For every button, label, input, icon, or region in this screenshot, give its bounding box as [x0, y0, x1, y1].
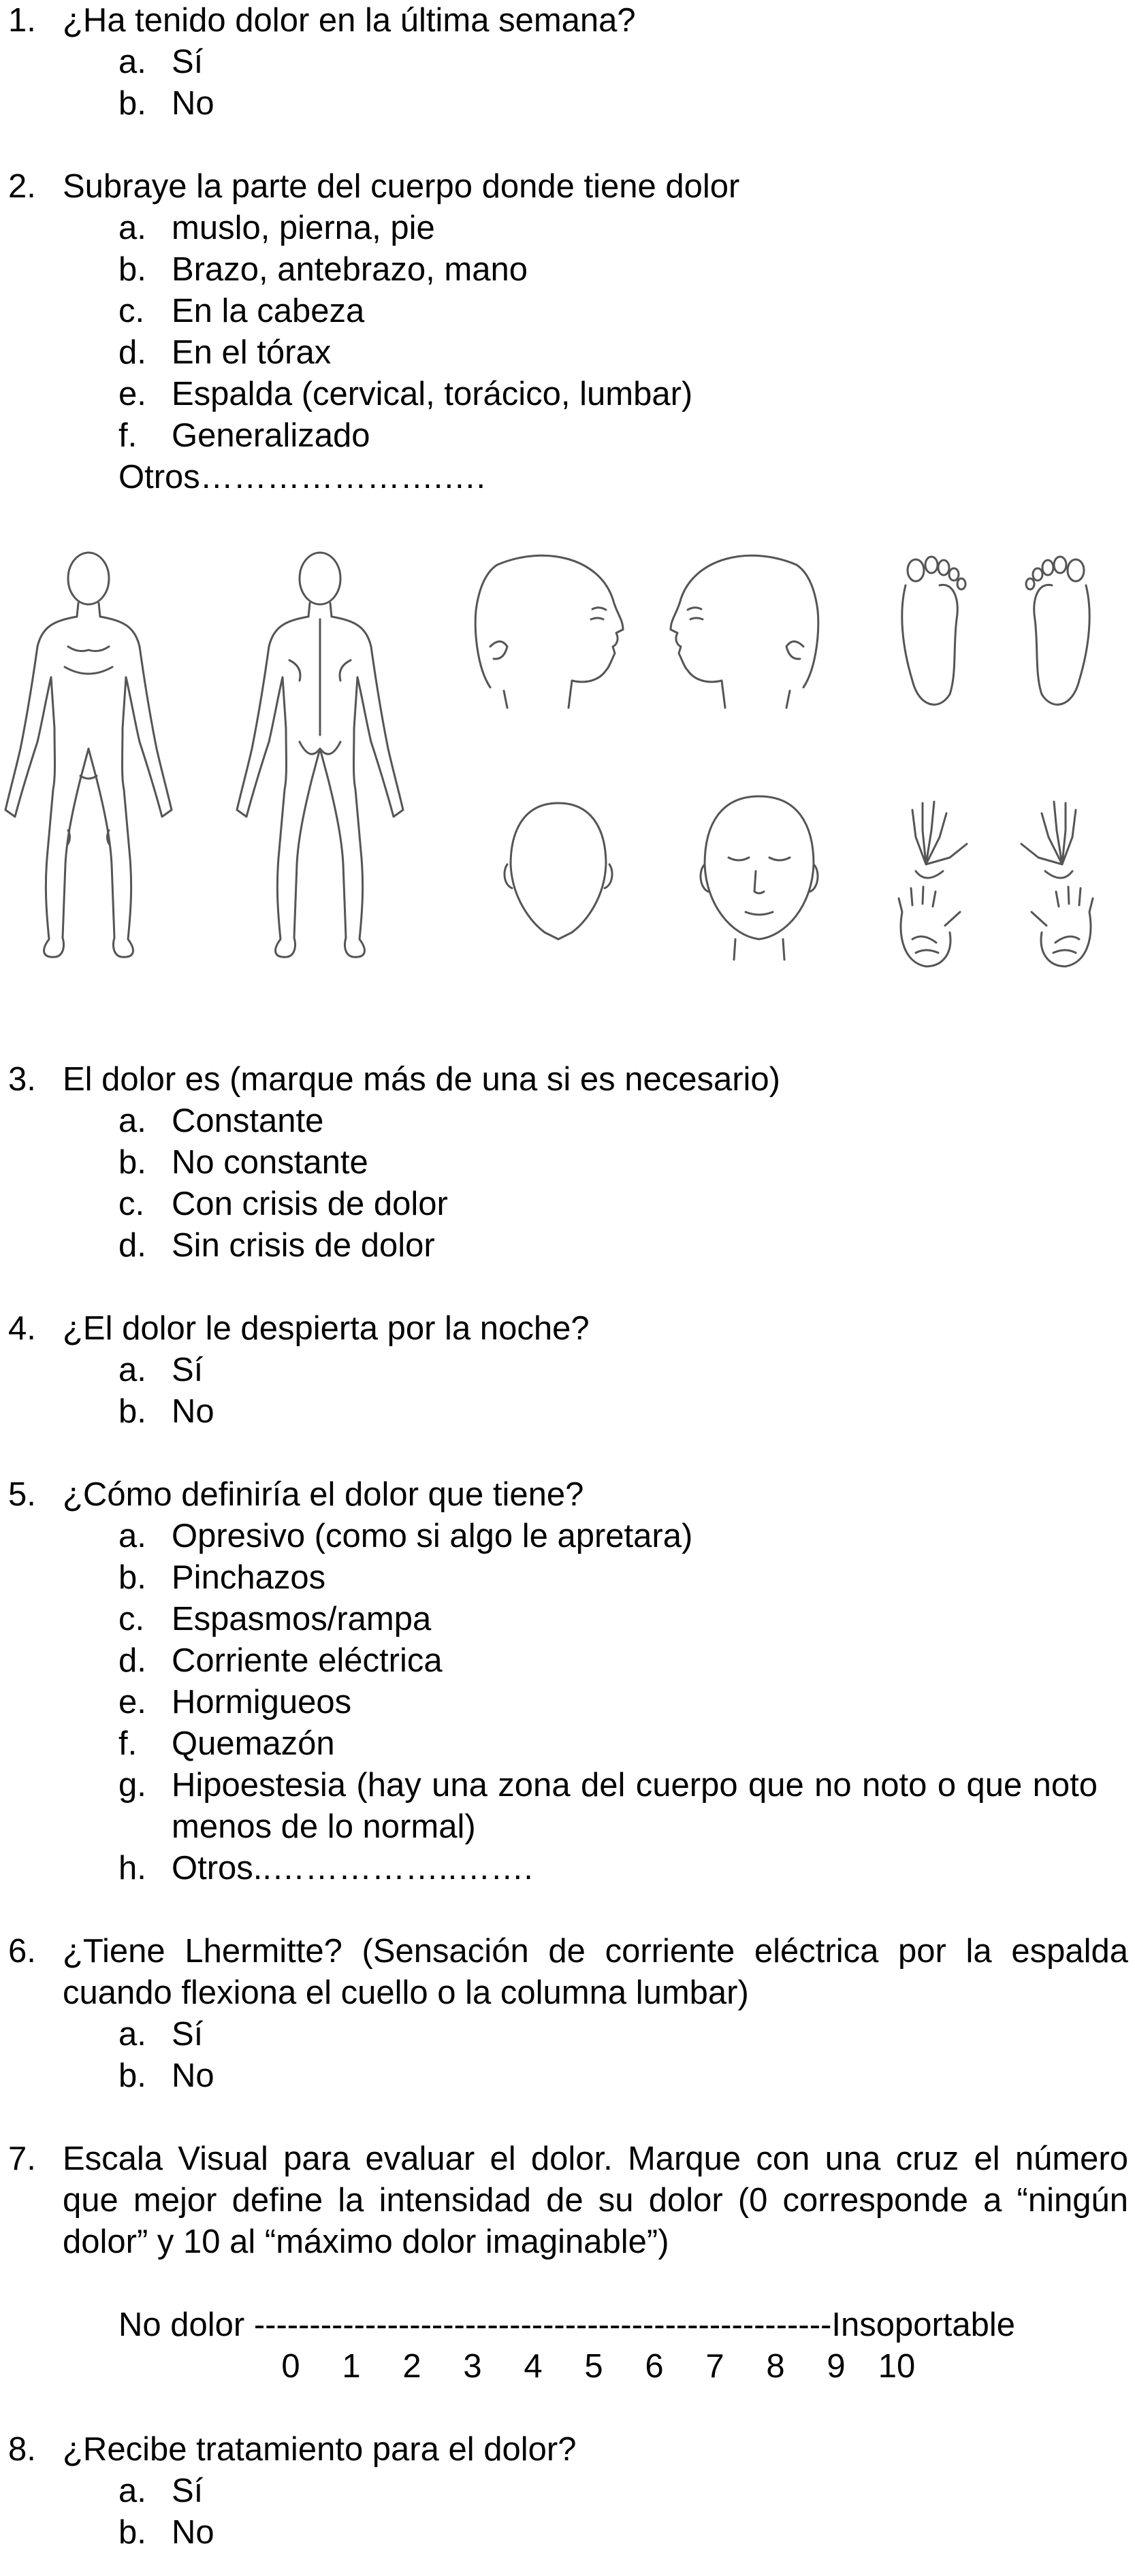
pain-scale-numbers[interactable] [0, 2346, 1135, 2387]
question-number: 4. [8, 1310, 36, 1347]
option-1a[interactable] [0, 42, 1135, 83]
option-label: b. [118, 85, 146, 122]
option-label: a. [118, 1352, 146, 1388]
option-3c[interactable] [0, 1184, 1135, 1225]
option-5c[interactable] [0, 1599, 1135, 1640]
hands-back[interactable] [912, 802, 1076, 878]
option-label: d. [118, 1642, 146, 1679]
option-5d[interactable] [0, 1640, 1135, 1682]
option-text: No [172, 2514, 214, 2551]
option-label: a. [118, 2473, 146, 2509]
option-label: a. [118, 1103, 146, 1139]
option-label: b. [118, 1393, 146, 1430]
option-text: muslo, pierna, pie [172, 210, 435, 246]
body-map-illustration[interactable] [0, 544, 1135, 980]
option-text: Hipoestesia (hay una zona del cuerpo que no noto o que noto menos de lo normal) [172, 1767, 1098, 1845]
option-label: d. [118, 1227, 146, 1264]
option-text: Brazo, antebrazo, mano [172, 251, 528, 288]
option-5g[interactable] [0, 1765, 1135, 1848]
option-text: Generalizado [172, 417, 370, 454]
question-text: ¿Ha tenido dolor en la última semana? [63, 2, 636, 39]
pain-scale-value-0[interactable]: 0 [281, 2348, 300, 2385]
option-label: c. [118, 1601, 145, 1637]
option-3d[interactable] [0, 1225, 1135, 1267]
option-label: b. [118, 1559, 146, 1596]
option-text: Hormigueos [172, 1684, 352, 1721]
option-label: e. [118, 376, 146, 412]
option-text: Opresivo (como si algo le apretara) [172, 1518, 693, 1554]
pain-scale-line: No dolor ----------------------------------------------------Insoportable [118, 2306, 1016, 2343]
pain-scale-value-3[interactable]: 3 [463, 2348, 482, 2385]
option-text: No [172, 1393, 214, 1430]
pain-scale-value-9[interactable]: 9 [827, 2348, 846, 2385]
option-label: a. [118, 210, 146, 246]
option-4a[interactable] [0, 1350, 1135, 1391]
question-text: ¿Recibe tratamiento para el dolor? [63, 2431, 577, 2468]
option-text: Sí [172, 2473, 204, 2509]
pain-scale-value-5[interactable]: 5 [584, 2348, 603, 2385]
question-number: 2. [8, 168, 36, 205]
option-label: b. [118, 2057, 146, 2094]
pain-scale-value-4[interactable]: 4 [524, 2348, 543, 2385]
pain-scale-value-2[interactable]: 2 [402, 2348, 421, 2385]
pain-scale-value-7[interactable]: 7 [705, 2348, 724, 2385]
pain-scale-value-1[interactable]: 1 [342, 2348, 361, 2385]
body-front-figure[interactable] [5, 553, 172, 957]
option-label: f. [118, 417, 138, 454]
option-text: Otros..……………..……. [172, 1850, 533, 1887]
head-back[interactable] [505, 803, 612, 939]
option-label: c. [118, 293, 145, 329]
option-8a[interactable] [0, 2471, 1135, 2512]
option-6a[interactable] [0, 2014, 1135, 2055]
option-text: En el tórax [172, 334, 332, 371]
pain-scale-value-6[interactable]: 6 [645, 2348, 664, 2385]
option-text: Sí [172, 44, 204, 80]
option-2f[interactable] [0, 415, 1135, 457]
option-2c[interactable] [0, 291, 1135, 332]
question-number: 5. [8, 1476, 36, 1513]
option-5a[interactable] [0, 1516, 1135, 1557]
option-label: a. [118, 1518, 146, 1554]
option-label: b. [118, 1144, 146, 1181]
option-text: Con crisis de dolor [172, 1186, 448, 1222]
option-text: En la cabeza [172, 293, 365, 329]
question-text: ¿Tiene Lhermitte? (Sensación de corriente eléctrica por la espalda cuando flexiona el cuello o la columna lumbar) [63, 1933, 1128, 2011]
option-label: d. [118, 334, 146, 371]
head-front-face[interactable] [701, 796, 818, 960]
option-text: Sí [172, 2016, 204, 2053]
option-label: b. [118, 2514, 146, 2551]
question-text: ¿Cómo definiría el dolor que tiene? [63, 1476, 584, 1513]
option-6b[interactable] [0, 2055, 1135, 2097]
option-8b[interactable] [0, 2512, 1135, 2554]
option-2a[interactable] [0, 208, 1135, 249]
body-back-figure[interactable] [237, 553, 403, 957]
question-number: 8. [8, 2431, 36, 2468]
option-label: c. [118, 1186, 145, 1222]
option-label: h. [118, 1850, 146, 1887]
pain-scale-value-8[interactable]: 8 [766, 2348, 785, 2385]
option-1b[interactable] [0, 83, 1135, 125]
head-profile-left[interactable] [671, 555, 818, 708]
question-text: El dolor es (marque más de una si es necesario) [63, 1061, 781, 1098]
feet-soles[interactable] [902, 557, 1089, 704]
option-label: a. [118, 2016, 146, 2053]
option-text: Espasmos/rampa [172, 1601, 432, 1637]
question-text: Escala Visual para evaluar el dolor. Marque con una cruz el número que mejor define la intensidad de su dolor (0 corresponde a “ningún dolor” y 10 al “máximo dolor imaginable”) [63, 2140, 1128, 2260]
head-profile-right[interactable] [475, 555, 623, 708]
question-number: 6. [8, 1933, 36, 1970]
option-text: Constante [172, 1103, 324, 1139]
option-2e[interactable] [0, 374, 1135, 415]
option-text: Sin crisis de dolor [172, 1227, 435, 1264]
pain-scale-value-10[interactable]: 10 [878, 2348, 916, 2385]
option-text: No constante [172, 1144, 368, 1181]
option-label: g. [118, 1767, 146, 1804]
question-number: 3. [8, 1061, 36, 1098]
option-label: f. [118, 1725, 138, 1762]
question-number: 1. [8, 2, 36, 39]
option-text: No [172, 85, 214, 122]
option-label: a. [118, 44, 146, 80]
option-text: Sí [172, 1352, 204, 1388]
option-5b[interactable] [0, 1557, 1135, 1599]
option-5e[interactable] [0, 1682, 1135, 1723]
question-number: 7. [8, 2140, 36, 2177]
question-text: ¿El dolor le despierta por la noche? [63, 1310, 590, 1347]
others-field[interactable]: Otros………………….…. [118, 459, 486, 495]
option-5f[interactable] [0, 1723, 1135, 1765]
option-3a[interactable] [0, 1100, 1135, 1142]
hands-palm[interactable] [899, 887, 1093, 966]
body-diagram[interactable] [0, 544, 1135, 980]
option-text: Pinchazos [172, 1559, 326, 1596]
option-5h[interactable] [0, 1848, 1135, 1889]
option-4b[interactable] [0, 1391, 1135, 1433]
option-label: e. [118, 1684, 146, 1721]
option-3b[interactable] [0, 1142, 1135, 1184]
option-text: Quemazón [172, 1725, 335, 1762]
option-text: Espalda (cervical, torácico, lumbar) [172, 376, 693, 412]
option-text: No [172, 2057, 214, 2094]
option-label: b. [118, 251, 146, 288]
option-2d[interactable] [0, 332, 1135, 374]
question-text: Subraye la parte del cuerpo donde tiene dolor [63, 168, 740, 205]
option-2b[interactable] [0, 249, 1135, 291]
option-text: Corriente eléctrica [172, 1642, 443, 1679]
